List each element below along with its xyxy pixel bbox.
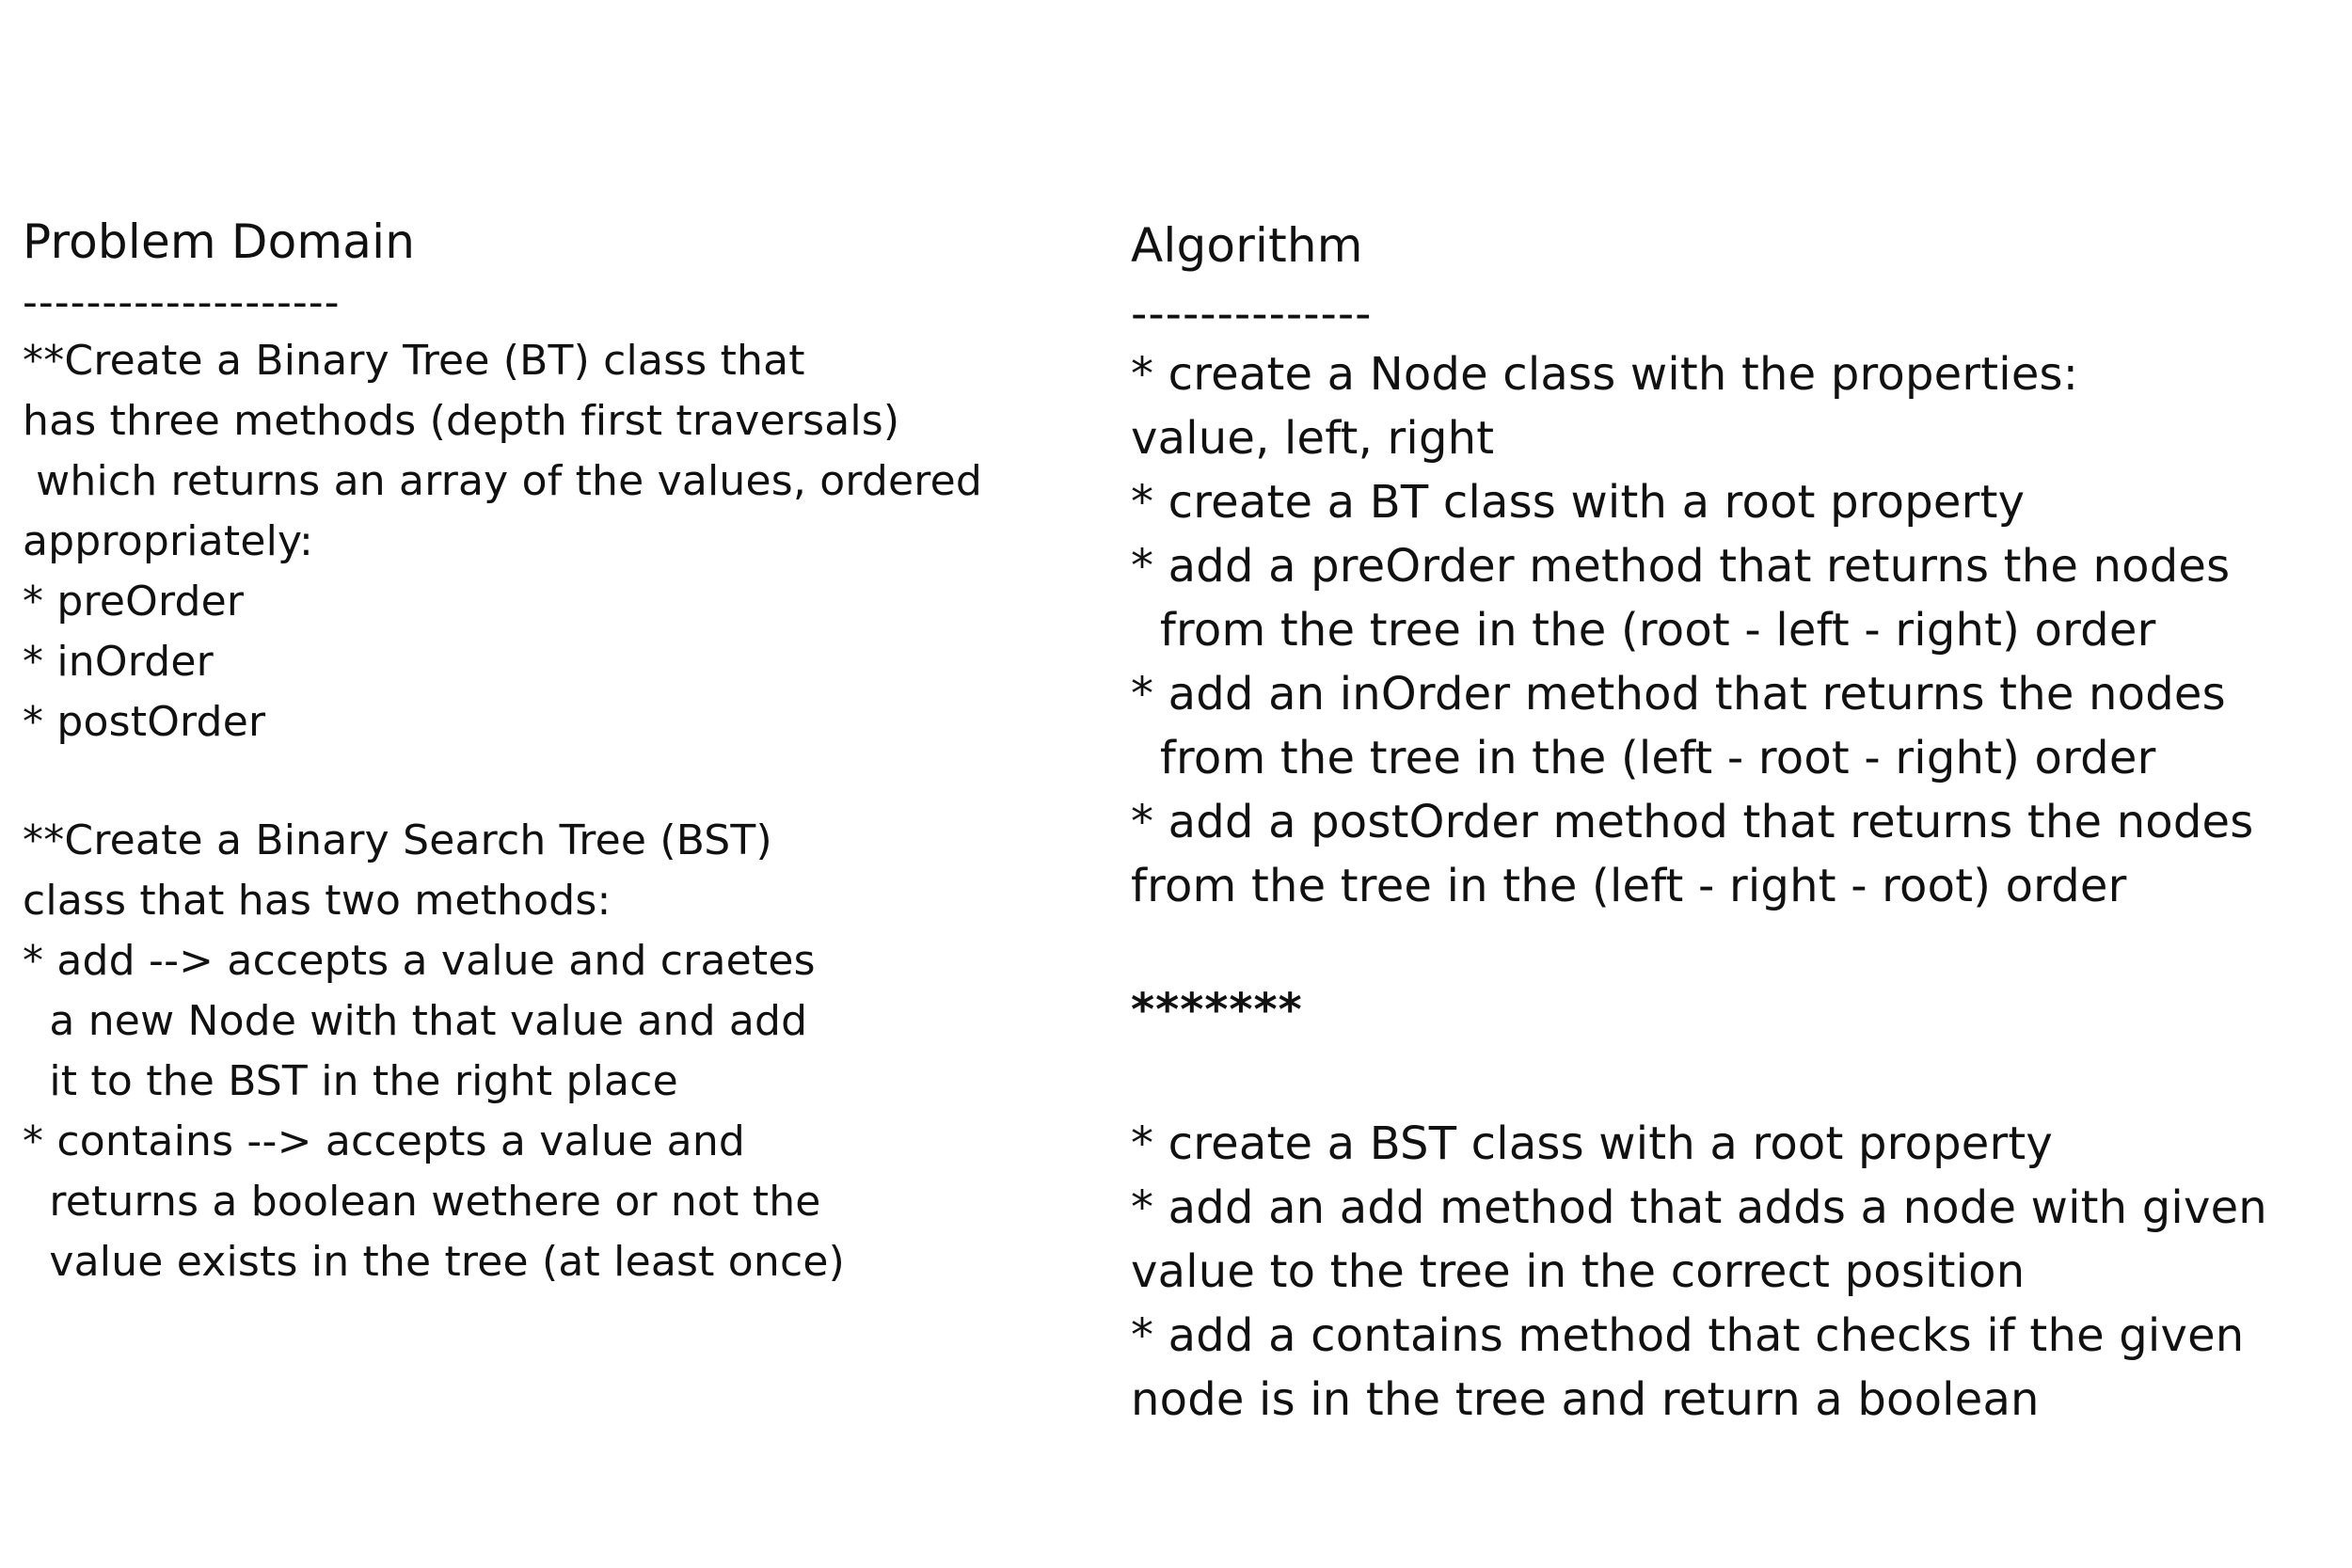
problem-domain-line: value exists in the tree (at least once)	[23, 1238, 846, 1286]
algorithm-line: node is in the tree and return a boolean	[1131, 1373, 2040, 1426]
algorithm-line: * add a contains method that checks if the given	[1131, 1309, 2245, 1362]
algorithm-line: from the tree in the (root - left - right) order	[1131, 604, 2156, 657]
problem-domain-line: a new Node with that value and add	[23, 997, 808, 1045]
problem-domain-line: has three methods (depth first traversals)	[23, 397, 900, 445]
algorithm-line: from the tree in the (left - right - root) order	[1131, 860, 2127, 912]
problem-domain-line: * postOrder	[23, 698, 266, 746]
algorithm-rule: --------------	[1131, 288, 1373, 341]
problem-domain-line: appropriately:	[23, 517, 314, 565]
algorithm-line: * create a BT class with a root property	[1131, 476, 2026, 529]
problem-domain-line: it to the BST in the right place	[23, 1057, 678, 1105]
problem-domain-line: returns a boolean wethere or not the	[23, 1178, 821, 1226]
problem-domain-line: **Create a Binary Tree (BT) class that	[23, 337, 805, 385]
algorithm-separator: *******	[1131, 984, 1303, 1037]
algorithm-line: value, left, right	[1131, 412, 1495, 465]
algorithm-line: from the tree in the (left - root - right) order	[1131, 732, 2156, 784]
algorithm-line: * add a preOrder method that returns the nodes	[1131, 540, 2231, 593]
algorithm-line: * add a postOrder method that returns the nodes	[1131, 796, 2254, 848]
algorithm-line: * create a BST class with a root property	[1131, 1117, 2054, 1170]
problem-domain-line: * inOrder	[23, 638, 214, 686]
problem-domain-line: * add --> accepts a value and craetes	[23, 937, 816, 985]
algorithm-line: * add an inOrder method that returns the nodes	[1131, 668, 2226, 721]
problem-domain-line: **Create a Binary Search Tree (BST)	[23, 816, 772, 864]
problem-domain-line: class that has two methods:	[23, 877, 612, 925]
algorithm-title: Algorithm	[1131, 218, 1363, 273]
algorithm-line: * add an add method that adds a node with given	[1131, 1181, 2267, 1234]
problem-domain-line: * contains --> accepts a value and	[23, 1117, 746, 1165]
algorithm-line: value to the tree in the correct position	[1131, 1245, 2026, 1298]
problem-domain-line: which returns an array of the values, ordered	[23, 457, 983, 505]
problem-domain-rule: --------------------	[23, 278, 341, 326]
problem-domain-line: * preOrder	[23, 578, 245, 626]
algorithm-line: * create a Node class with the properties:	[1131, 348, 2079, 401]
problem-domain-title: Problem Domain	[23, 214, 416, 269]
